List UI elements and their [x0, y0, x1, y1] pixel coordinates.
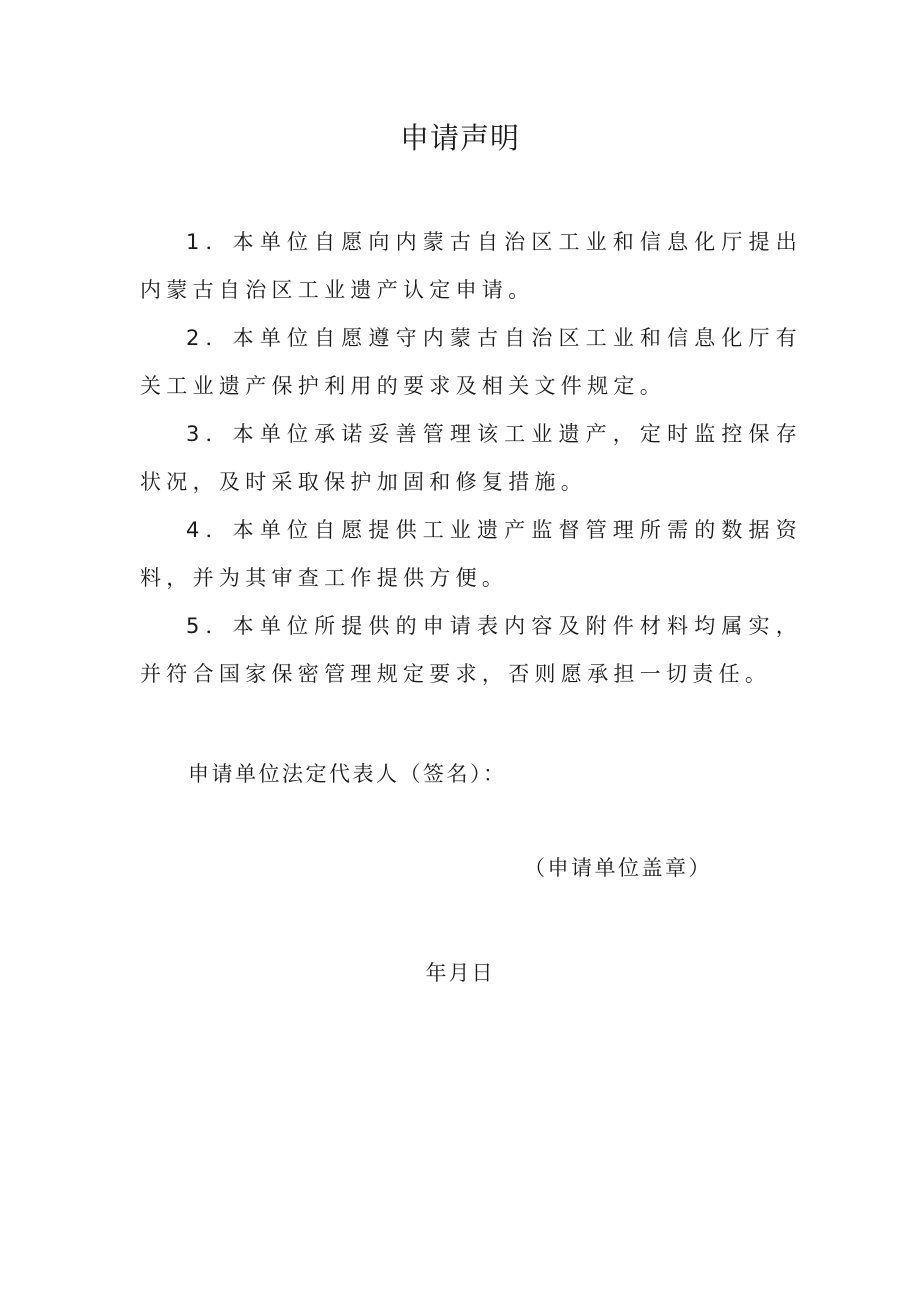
document-title: 申请声明: [399, 121, 520, 155]
clause-4: 4．本单位自愿提供工业遗产监督管理所需的数据资料，并为其审查工作提供方便。: [140, 518, 802, 590]
legal-representative-signature-line: 申请单位法定代表人（签名）：: [188, 762, 507, 786]
clause-5: 5．本单位所提供的申请表内容及附件材料均属实，并符合国家保密管理规定要求，否则愿承担一切责任。: [140, 614, 802, 686]
clause-2: 2．本单位自愿遵守内蒙古自治区工业和信息化厅有关工业遗产保护利用的要求及相关文件规定。: [140, 326, 802, 398]
clause-1: 1．本单位自愿向内蒙古自治区工业和信息化厅提出内蒙古自治区工业遗产认定申请。: [140, 230, 802, 302]
clause-3: 3．本单位承诺妥善管理该工业遗产，定时监控保存状况，及时采取保护加固和修复措施。: [140, 422, 802, 494]
unit-seal-line: （申请单位盖章）: [524, 856, 712, 880]
declaration-clauses: [140, 218, 802, 698]
date-line: 年月日: [425, 961, 495, 985]
